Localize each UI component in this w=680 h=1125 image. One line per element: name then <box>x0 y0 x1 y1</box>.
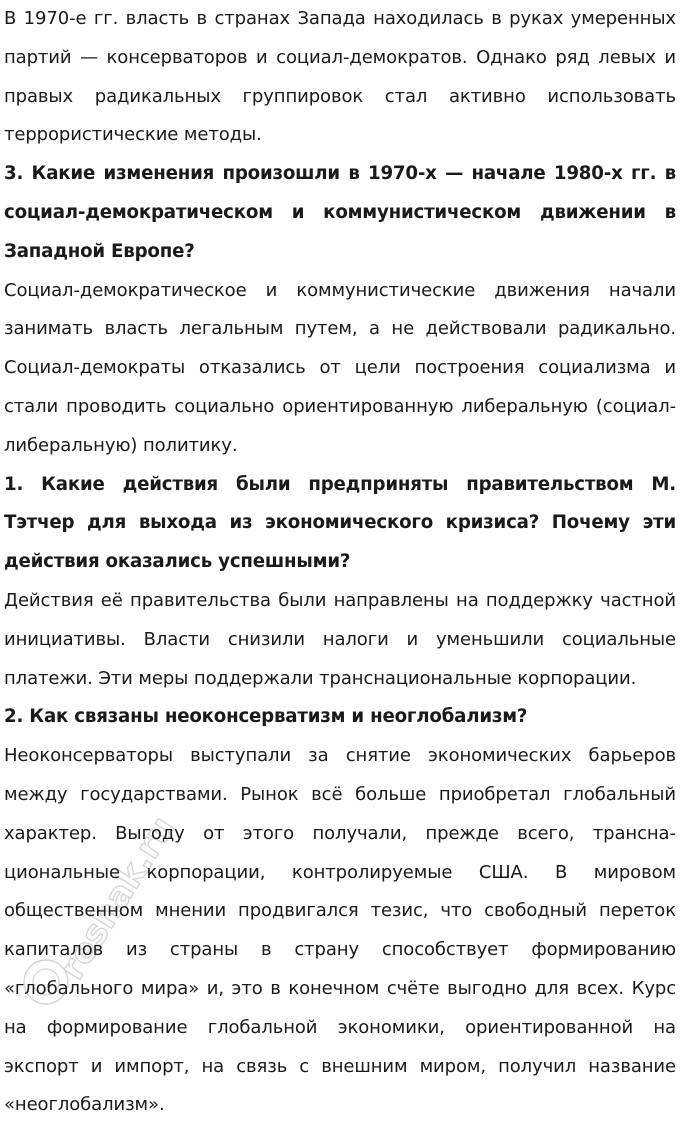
answer-2-paragraph: Неоконсерваторы выступали за снятие экономических барьеров между государствами. Рынок всё больше приобретал глобальный характер. Выгоду от этого получали, прежде всего, транснациональные корпорации, контролируемые США. В мировом общественном мнении продвигался тезис, что свободный переток капиталов из страны в страну способствует формированию «глобального мира» и, это в конечном счёте выгодно для всех. Курс на формирование глобальной экономики, ориентированной на экспорт и импорт, на связь с внешним миром, получил название «неоглобализм». <box>4 745 676 1116</box>
question-3-heading: 3. Какие изменения произошли в 1970-х — начале 1980-х гг. в социал-демократическом и коммунистическом движении в Западной Европе? <box>4 163 676 262</box>
intro-paragraph: В 1970-е гг. власть в странах Запада находилась в руках умеренных партий — консерваторов и социал-демократов. Однако ряд левых и правых радикальных группировок стал активно использовать террористические методы. <box>4 8 676 146</box>
document-page <box>4 0 676 1125</box>
question-1-heading: 1. Какие действия были предприняты правительством М. Тэтчер для выхода из экономического кризиса? Почему эти действия оказались успешными? <box>4 473 676 573</box>
answer-3-paragraph: Социал-демократическое и коммунистические движения начали занимать власть легальным путем, а не действовали радикально. Социал-демократы отказались от цели построения социализма и стали проводить социально ориентированную либеральную (социал-либеральную) политику. <box>4 279 676 456</box>
answer-1-paragraph: Действия её правительства были направлены на поддержку частной инициативы. Власти снизили налоги и уменьшили социальные платежи. Эти меры поддержали транснациональные корпорации. <box>4 589 676 689</box>
question-2-heading: 2. Как связаны неоконсерватизм и неоглобализм? <box>4 706 528 728</box>
watermark-text: reshak.ru <box>51 809 184 987</box>
